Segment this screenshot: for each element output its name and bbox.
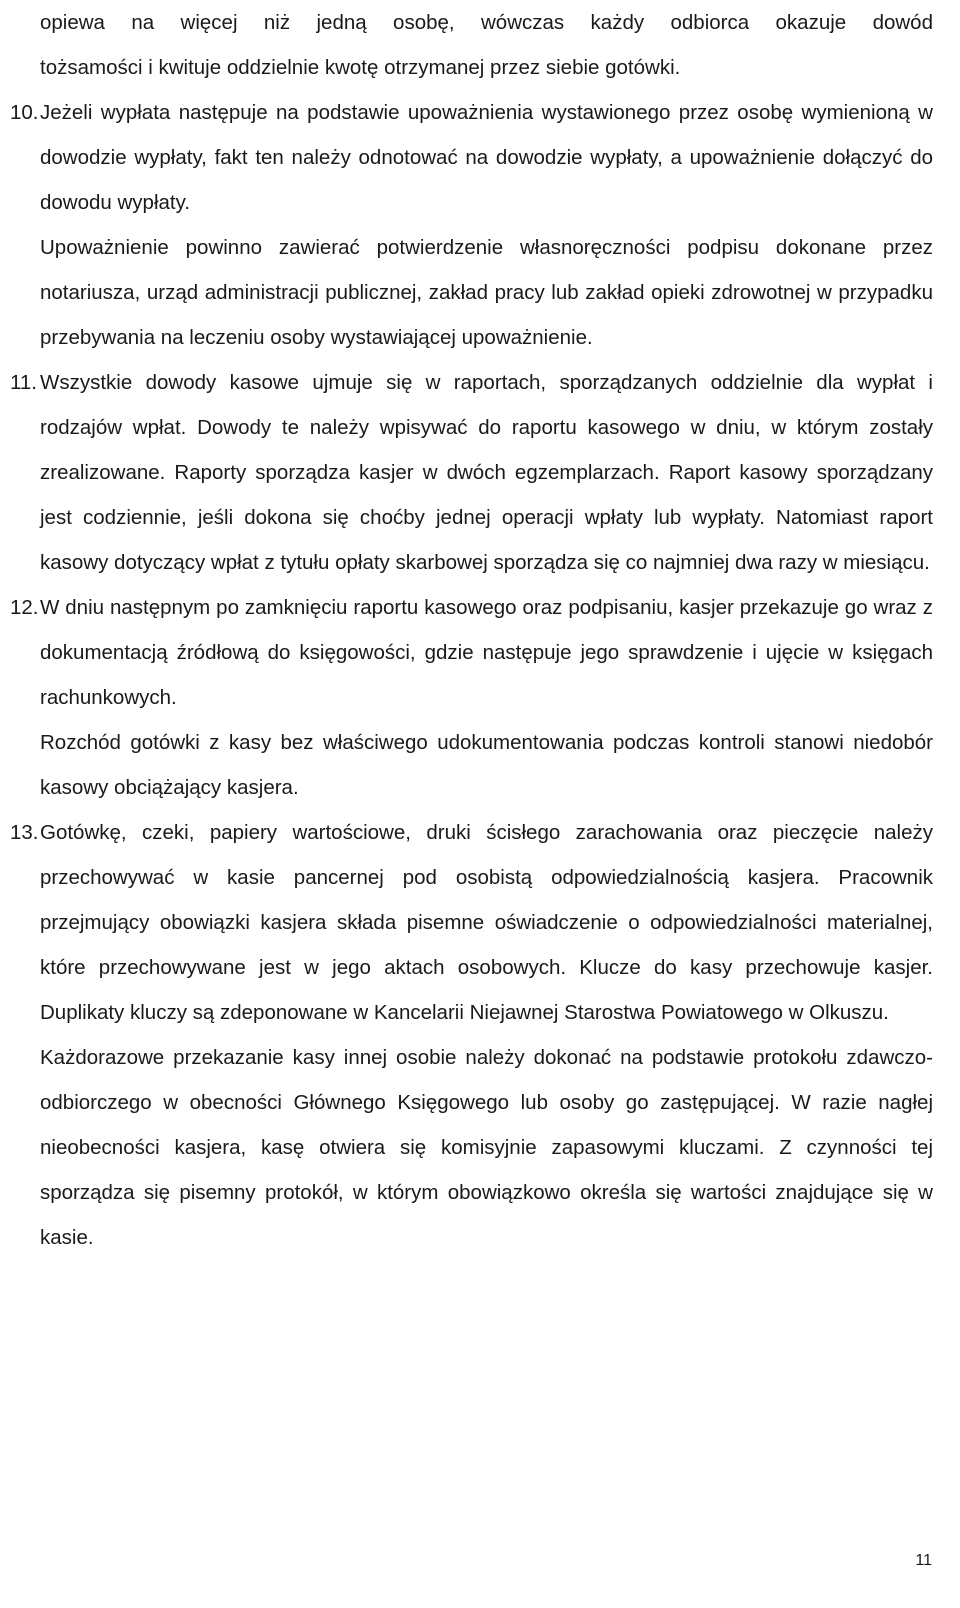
list-item-10 — [10, 90, 933, 360]
item-paragraph: Jeżeli wypłata następuje na podstawie upoważnienia wystawionego przez osobę wymienioną w dowodzie wypłaty, fakt ten należy odnotować na dowodzie wypłaty, a upoważnienie dołączyć do dowodu wypłaty. — [40, 101, 933, 214]
item-body — [40, 585, 933, 810]
continuation-line-2: tożsamości i kwituje oddzielnie kwotę otrzymanej przez siebie gotówki. — [40, 56, 681, 79]
item-paragraph: Każdorazowe przekazanie kasy innej osobie należy dokonać na podstawie protokołu zdawczo-odbiorczego w obecności Głównego Księgowego lub osoby go zastępującej. W razie nagłej nieobecności kasjera, kasę otwiera się komisyjnie zapasowymi kluczami. Z czynności tej sporządza się pisemny protokół, w którym obowiązkowo określa się wartości znajdujące się w kasie. — [40, 1046, 933, 1249]
item-body — [40, 360, 933, 585]
item-paragraph: Gotówkę, czeki, papiery wartościowe, druki ścisłego zarachowania oraz pieczęcie należy przechowywać w kasie pancernej pod osobistą odpowiedzialnością kasjera. Pracownik przejmujący obowiązki kasjera składa pisemne oświadczenie o odpowiedzialności materialnej, które przechowywane jest w jego aktach osobowych. Klucze do kasy przechowuje kasjer. Duplikaty kluczy są zdeponowane w Kancelarii Niejawnej Starostwa Powiatowego w Olkuszu. — [40, 821, 933, 1024]
item-body — [40, 90, 933, 360]
document-body — [10, 0, 933, 1260]
item-paragraph: Wszystkie dowody kasowe ujmuje się w raportach, sporządzanych oddzielnie dla wypłat i rodzajów wpłat. Dowody te należy wpisywać do raportu kasowego w dniu, w którym zostały zrealizowane. Raporty sporządza kasjer w dwóch egzemplarzach. Raport kasowy sporządzany jest codziennie, jeśli dokona się choćby jednej operacji wpłaty lub wypłaty. Natomiast raport kasowy dotyczący wpłat z tytułu opłaty skarbowej sporządza się co najmniej dwa razy w miesiącu. — [40, 371, 933, 574]
item-paragraph: W dniu następnym po zamknięciu raportu kasowego oraz podpisaniu, kasjer przekazuje go wraz z dokumentacją źródłową do księgowości, gdzie następuje jego sprawdzenie i ujęcie w księgach rachunkowych. — [40, 596, 933, 709]
item-paragraph: Upoważnienie powinno zawierać potwierdzenie własnoręczności podpisu dokonane przez notariusza, urząd administracji publicznej, zakład pracy lub zakład opieki zdrowotnej w przypadku przebywania na leczeniu osoby wystawiającej upoważnienie. — [40, 236, 933, 349]
item-number: 12. — [10, 596, 39, 619]
list-item-13 — [10, 810, 933, 1260]
list-item-11 — [10, 360, 933, 585]
item-paragraph: Rozchód gotówki z kasy bez właściwego udokumentowania podczas kontroli stanowi niedobór kasowy obciążający kasjera. — [40, 731, 933, 799]
page-number: 11 — [915, 1552, 932, 1569]
item-number: 13. — [10, 821, 39, 844]
item-body — [40, 810, 933, 1260]
item-number: 11. — [10, 371, 37, 394]
item-number: 10. — [10, 101, 39, 124]
list-item-12 — [10, 585, 933, 810]
continuation-line-1: opiewa na więcej niż jedną osobę, wówczas każdy odbiorca okazuje dowód — [40, 11, 933, 34]
